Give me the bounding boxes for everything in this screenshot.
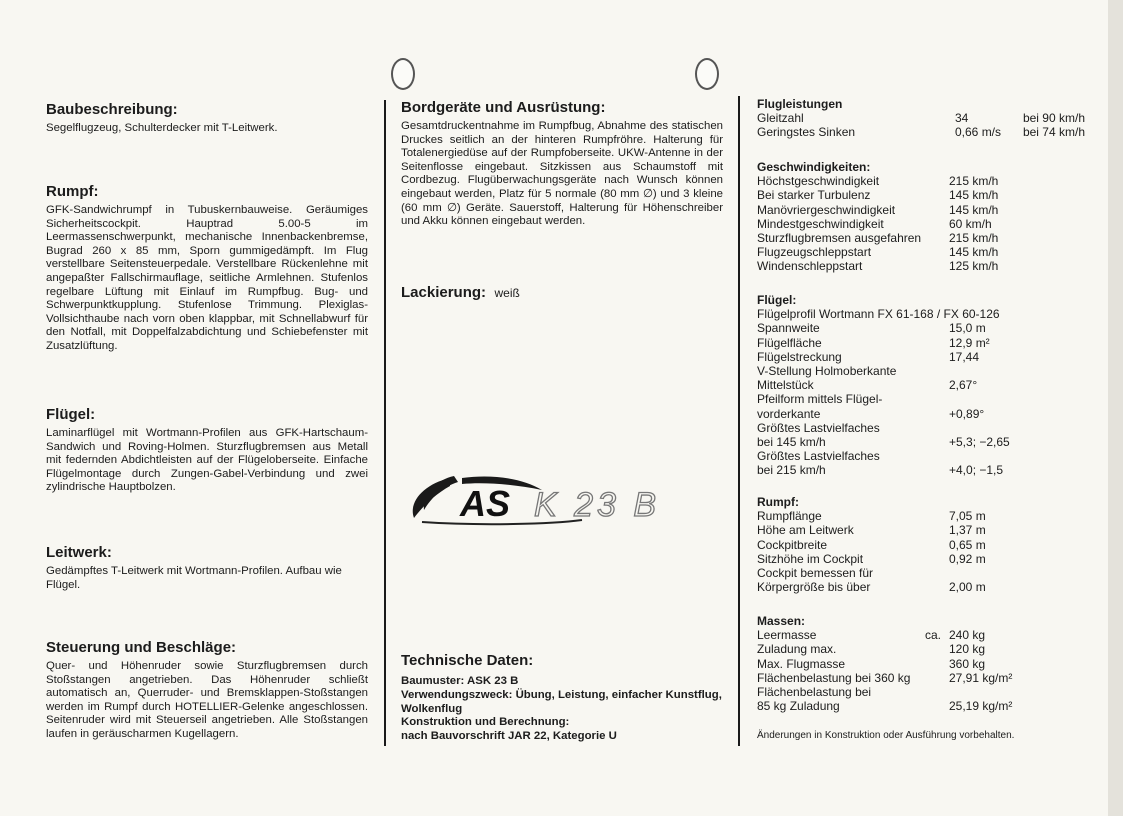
spec-label: Manövriergeschwindigkeit <box>757 202 896 217</box>
section-rumpf <box>46 183 368 354</box>
section-technische-daten <box>401 652 731 744</box>
spec-label: 85 kg Zuladung <box>757 699 840 714</box>
spec-extra: bei 90 km/h <box>1022 111 1085 126</box>
spec-row <box>757 449 1057 463</box>
logo-text-as: AS <box>460 483 511 524</box>
section-lackierung <box>401 284 723 302</box>
spec-value: 125 km/h <box>949 259 999 274</box>
spec-row <box>757 174 1057 188</box>
text-rumpf: GFK-Sandwichrumpf in Tubuskernbauweise. Geräumiges Sicherheitscockpit. Hauptrad 5.00-5 im Leermassenschwerpunkt, mechanische Innenbackenbremse, Bugrad 260 x 85 mm, Sporn gummigedämpft. Im Flug verstellbare Seitensteuerpedale. Verstellbare Rückenlehne mit angepaßter Fallschirmauflage, seitliche Armlehnen. Stufenlos regelbare Lüftung mit Einlauf im Rumpfbug. Bug- und Schwerpunktkupplung. Stufenlose Trimmung. Plexiglas-Vollsichthaube nach vorn oben klappbar, mit Schnellabwurf für den Notfall, mit Doppelfalzabdichtung und Schiebefenster mit Zusatzlüftung. <box>46 204 368 352</box>
spec-row <box>757 259 1057 273</box>
spec-label: Spannweite <box>757 321 820 336</box>
spec-label: Sturzflugbremsen ausgefahren <box>757 231 922 246</box>
spec-row <box>757 245 1057 259</box>
spec-label: bei 145 km/h <box>757 435 826 450</box>
fluegelprofil: Flügelprofil Wortmann FX 61-168 / FX 60-126 <box>757 307 1000 322</box>
lackierung-value: weiß <box>494 286 520 300</box>
text-bordgeraete: Gesamtdruckentnahme im Rumpfbug, Abnahme des statischen Druckes seitlich an der hinteren Rumpfröhre. Halterung für Totalenergiedüse auf der Rumpfoberseite. UKW-Antenne in der Seitenflosse eingebaut. Sitzkissen aus Schaumstoff mit Cordbezug. Flugüberwachungsgeräte nach Wunsch können eingebaut werden, Platz für 5 normale (80 mm ∅) und 3 kleine (60 mm ∅) Geräte. Sauerstoff, Halterung für Höhenschreiber und Akku können eingebaut werden. <box>401 120 723 228</box>
section-rumpf-right <box>757 495 1057 594</box>
spec-label: Zuladung max. <box>757 642 837 657</box>
spec-label: Mittelstück <box>757 378 814 393</box>
spec-label: Cockpit bemessen für <box>757 566 874 581</box>
spec-row <box>757 685 1057 699</box>
spec-value: 2,00 m <box>949 580 986 595</box>
text-steuerung: Quer- und Höhenruder sowie Sturzflugbremsen durch Stoßstangen angetrieben. Das Höhenruder schließt automatisch an, Querruder- und Bremsklappen-Stoßstangen werden im Rumpf durch HOTELLIER-Gelenke angeschlossen. Seitenruder wird mit Steuerseil angetrieben. Alle Stoßstangen laufen in geräuscharmen Kugellagern. <box>46 660 368 740</box>
heading-flugleistungen: Flugleistungen <box>757 97 843 111</box>
spec-label: Größtes Lastvielfaches <box>757 420 880 435</box>
spec-row <box>757 657 1057 671</box>
spec-label: Flügelstreckung <box>757 349 842 364</box>
spec-row <box>757 203 1057 217</box>
spec-label: Geringstes Sinken <box>757 125 856 140</box>
spec-label: Körpergröße bis über <box>757 580 871 595</box>
column-divider-left <box>384 100 386 746</box>
spec-value: 1,37 m <box>949 523 986 538</box>
spec-value: 145 km/h <box>949 188 999 203</box>
spec-value: 360 kg <box>949 656 986 671</box>
spec-row <box>757 628 1057 642</box>
spec-value: 240 kg <box>949 628 986 643</box>
spec-value: 0,65 m <box>949 537 986 552</box>
spec-row <box>757 699 1057 713</box>
section-steuerung <box>46 639 368 742</box>
spec-value: 215 km/h <box>949 174 999 189</box>
spec-label: Flächenbelastung bei 360 kg <box>757 670 911 685</box>
section-bordgeraete <box>401 99 723 229</box>
heading-technische-daten: Technische Daten: <box>401 652 534 669</box>
section-fluegel-right <box>757 293 1057 478</box>
spec-extra: bei 74 km/h <box>1022 125 1085 140</box>
section-baubeschreibung <box>46 101 368 136</box>
spec-row <box>757 580 1057 594</box>
spec-row <box>757 552 1057 566</box>
footnote: Änderungen in Konstruktion oder Ausführung vorbehalten. <box>757 730 1015 741</box>
heading-geschwindigkeiten: Geschwindigkeiten: <box>757 160 871 174</box>
logo-text-k23b: K 23 B <box>534 486 661 524</box>
heading-fluegel-left: Flügel: <box>46 406 96 423</box>
spec-prefix <box>925 699 949 713</box>
spec-row <box>757 421 1057 435</box>
tech-line-konstruktion: Konstruktion und Berechnung: <box>401 716 570 729</box>
spec-value: 215 km/h <box>949 231 999 246</box>
heading-massen: Massen: <box>757 614 806 628</box>
section-flugleistungen <box>757 97 1087 140</box>
spec-prefix <box>925 642 949 656</box>
tech-line-baumuster: Baumuster: ASK 23 B <box>401 675 519 687</box>
spec-row <box>757 642 1057 656</box>
spec-value: 0,66 m/s <box>955 125 1002 140</box>
spec-label: Rumpflänge <box>757 509 822 524</box>
spec-row <box>757 407 1057 421</box>
spec-label: Sitzhöhe im Cockpit <box>757 551 864 566</box>
spec-prefix <box>925 685 949 699</box>
text-fluegel-left: Laminarflügel mit Wortmann-Profilen aus GFK-Hartschaum-Sandwich und Roving-Holmen. Sturzflugbremsen aus Metall mit federnden Abdichtleisten auf der Flügeloberseite. Einfache Flügelmontage durch Zungen-Gabel-Verbindung und zwei zylindrische Hauptbolzen. <box>46 427 368 494</box>
spec-row <box>757 364 1057 378</box>
spec-value: 60 km/h <box>949 216 992 231</box>
spec-label: Flugzeugschleppstart <box>757 245 872 260</box>
spec-value: 145 km/h <box>949 245 999 260</box>
spec-row <box>757 566 1057 580</box>
page-edge <box>1108 0 1123 816</box>
spec-row <box>757 111 1087 125</box>
spec-value: 7,05 m <box>949 509 986 524</box>
spec-value: 120 kg <box>949 642 986 657</box>
heading-rumpf: Rumpf: <box>46 183 99 200</box>
spec-value: 34 <box>955 111 969 126</box>
spec-label: bei 215 km/h <box>757 463 826 478</box>
spec-row <box>757 523 1057 537</box>
spec-label: Größtes Lastvielfaches <box>757 449 880 464</box>
spec-value: 17,44 <box>949 349 980 364</box>
section-geschwindigkeiten <box>757 160 1057 274</box>
heading-lackierung: Lackierung: <box>401 284 487 301</box>
heading-fluegel-right: Flügel: <box>757 293 797 307</box>
punch-hole-left <box>391 58 415 90</box>
heading-baubeschreibung: Baubeschreibung: <box>46 101 178 118</box>
spec-label: Mindestgeschwindigkeit <box>757 216 884 231</box>
spec-label: Höhe am Leitwerk <box>757 523 854 538</box>
spec-row <box>757 125 1087 139</box>
heading-rumpf-right: Rumpf: <box>757 495 799 509</box>
spec-value: +5,3; −2,65 <box>949 435 1010 450</box>
spec-value: +4,0; −1,5 <box>949 463 1004 478</box>
spec-value: 2,67° <box>949 378 978 393</box>
spec-row <box>757 231 1057 245</box>
spec-label: Flächenbelastung bei <box>757 685 872 700</box>
text-baubeschreibung: Segelflugzeug, Schulterdecker mit T-Leitwerk. <box>46 122 278 134</box>
spec-prefix <box>925 657 949 671</box>
column-divider-right <box>738 96 740 746</box>
section-leitwerk <box>46 544 368 592</box>
spec-value: 12,9 m² <box>949 335 990 350</box>
section-massen <box>757 614 1057 713</box>
spec-label: Max. Flugmasse <box>757 656 846 671</box>
spec-row <box>757 378 1057 392</box>
spec-label: Flügelfläche <box>757 335 822 350</box>
spec-row <box>757 671 1057 685</box>
spec-row <box>757 392 1057 406</box>
tech-line-bauvorschrift: nach Bauvorschrift JAR 22, Kategorie U <box>401 730 617 743</box>
spec-prefix <box>925 671 949 685</box>
spec-row <box>757 463 1057 477</box>
spec-label: Windenschleppstart <box>757 259 863 274</box>
spec-label: vorderkante <box>757 406 821 421</box>
spec-value: 27,91 kg/m² <box>949 670 1013 685</box>
spec-prefix: ca. <box>925 628 942 643</box>
spec-row <box>757 435 1057 449</box>
spec-value: 145 km/h <box>949 202 999 217</box>
spec-row <box>757 509 1057 523</box>
text-leitwerk: Gedämpftes T-Leitwerk mit Wortmann-Profilen. Aufbau wie Flügel. <box>46 565 342 591</box>
spec-row <box>757 336 1057 350</box>
spec-value: +0,89° <box>949 406 985 421</box>
spec-label: Cockpitbreite <box>757 537 828 552</box>
spec-row <box>757 321 1057 335</box>
logo-swoosh-graphic <box>402 470 732 530</box>
spec-value: 25,19 kg/m² <box>949 699 1013 714</box>
spec-label: Bei starker Turbulenz <box>757 188 871 203</box>
heading-steuerung: Steuerung und Beschläge: <box>46 639 237 656</box>
tech-line-verwendungszweck: Verwendungszweck: Übung, Leistung, einfacher Kunstflug, Wolkenflug <box>401 688 722 715</box>
spec-label: Höchstgeschwindigkeit <box>757 174 880 189</box>
spec-label: V-Stellung Holmoberkante <box>757 364 897 379</box>
spec-row <box>757 217 1057 231</box>
ask23b-logo <box>402 470 732 530</box>
spec-value: 15,0 m <box>949 321 986 336</box>
spec-label: Leermasse <box>757 628 817 643</box>
spec-label: Gleitzahl <box>757 111 804 126</box>
spec-label: Pfeilform mittels Flügel- <box>757 392 883 407</box>
section-fluegel-left <box>46 406 368 495</box>
spec-row <box>757 350 1057 364</box>
punch-hole-right <box>695 58 719 90</box>
spec-row <box>757 188 1057 202</box>
spec-row <box>757 538 1057 552</box>
heading-bordgeraete: Bordgeräte und Ausrüstung: <box>401 99 606 116</box>
heading-leitwerk: Leitwerk: <box>46 544 112 561</box>
spec-value: 0,92 m <box>949 551 986 566</box>
